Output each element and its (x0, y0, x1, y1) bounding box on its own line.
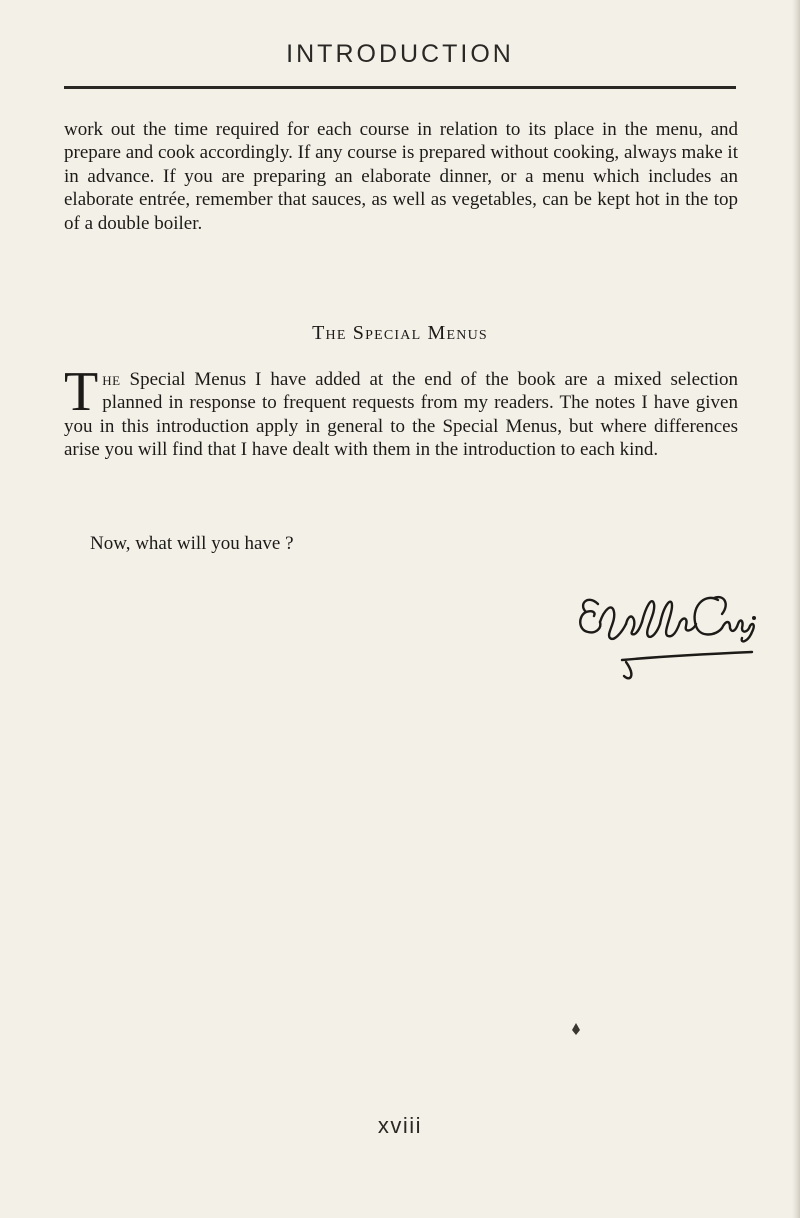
running-head-rule (64, 86, 736, 89)
printer-mark (571, 1023, 581, 1035)
lead-small-caps: he (102, 369, 121, 390)
paragraph-special-menus (64, 361, 738, 462)
paragraph-continuation: work out the time required for each course in relation to its place in the menu, and prepare and cook accordingly. If any course is prepared without cooking, always make it in advance. If you are preparing an elaborate dinner, or a menu which includes an elaborate entrée, remember that sauces, as well as vegetables, can be kept hot in the top of a double boiler. (64, 119, 738, 234)
paragraph-body: Special Menus I have added at the end of the book are a mixed selection planned in response to frequent requests from my readers. The notes I have given you in this introduction apply in general to the Special Menus, but where differences arise you will find that I have dealt with them in the introduction to each kind. (64, 369, 738, 461)
drop-cap: T (64, 361, 99, 423)
running-head: INTRODUCTION (286, 40, 514, 68)
page-number: xviii (377, 1113, 423, 1138)
closing-question: Now, what will you have ? (90, 533, 294, 554)
section-heading: The Special Menus (312, 322, 488, 344)
page-edge-shadow (792, 0, 800, 1218)
author-signature (576, 582, 760, 686)
